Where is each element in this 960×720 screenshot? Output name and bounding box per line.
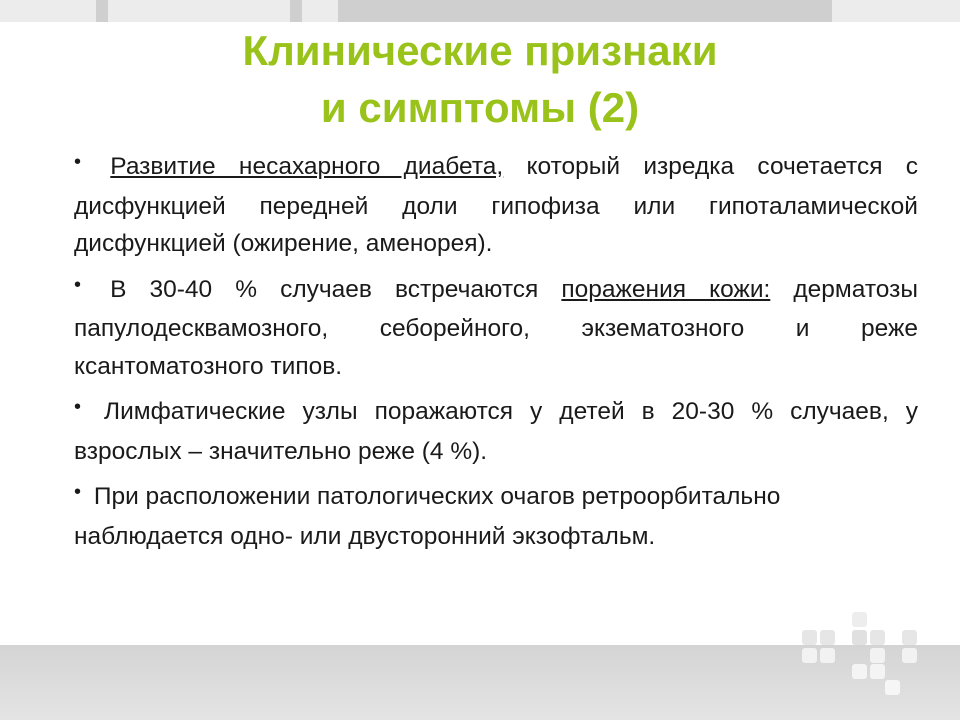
bullet-underlined-text: Развитие несахарного диабета, xyxy=(110,153,504,180)
header-stripe xyxy=(290,0,302,22)
bullet-item-exophthalmos xyxy=(74,478,918,555)
bullet-text: При расположении патологических очагов ретроорбитально наблюдается одно- или двусторонний экзофтальм. xyxy=(74,483,781,550)
slide-title xyxy=(0,22,960,136)
slide-title-line-2: и симптомы (2) xyxy=(320,84,640,131)
bullet-list xyxy=(74,148,918,563)
bullet-text: Лимфатические узлы поражаются у детей в 20-30 % случаев, у взрослых – значительно реже (4 %). xyxy=(74,398,918,465)
decorative-square xyxy=(870,648,885,663)
bullet-text: В 30-40 % случаев встречаются xyxy=(110,275,562,303)
decorative-square xyxy=(870,630,885,645)
decorative-square xyxy=(820,630,835,645)
decorative-square xyxy=(852,664,867,679)
decorative-square xyxy=(885,680,900,695)
bullet-marker: • xyxy=(74,396,82,418)
decorative-square xyxy=(902,630,917,645)
header-stripe xyxy=(820,0,832,22)
bullet-marker: • xyxy=(74,481,82,503)
bullet-text: дерматозы папулодесквамозного, себорейного, экзематозного и реже ксантоматозного типов. xyxy=(74,275,918,380)
decorative-square xyxy=(802,648,817,663)
bullet-marker: • xyxy=(74,273,82,296)
slide-title-line-1: Клинические признаки xyxy=(242,27,718,74)
bullet-item-diabetes-insipidus xyxy=(74,148,918,263)
decorative-square xyxy=(870,664,885,679)
bullet-marker: • xyxy=(74,151,82,173)
bullet-item-skin-lesions xyxy=(74,271,918,386)
bullet-underlined-text: поражения кожи: xyxy=(561,275,771,303)
decorative-square xyxy=(802,630,817,645)
decorative-square xyxy=(852,612,867,627)
bullet-item-lymph-nodes xyxy=(74,393,918,470)
square-pattern-decoration xyxy=(800,608,930,708)
decorative-square xyxy=(820,648,835,663)
header-stripe xyxy=(96,0,108,22)
decorative-square xyxy=(902,648,917,663)
header-stripe xyxy=(338,0,820,22)
bullet-text: который изредка сочетается с дисфункцией передней доли гипофиза или гипоталамической дисфункцией (ожирение, аменорея). xyxy=(74,153,918,257)
decorative-square xyxy=(852,630,867,645)
